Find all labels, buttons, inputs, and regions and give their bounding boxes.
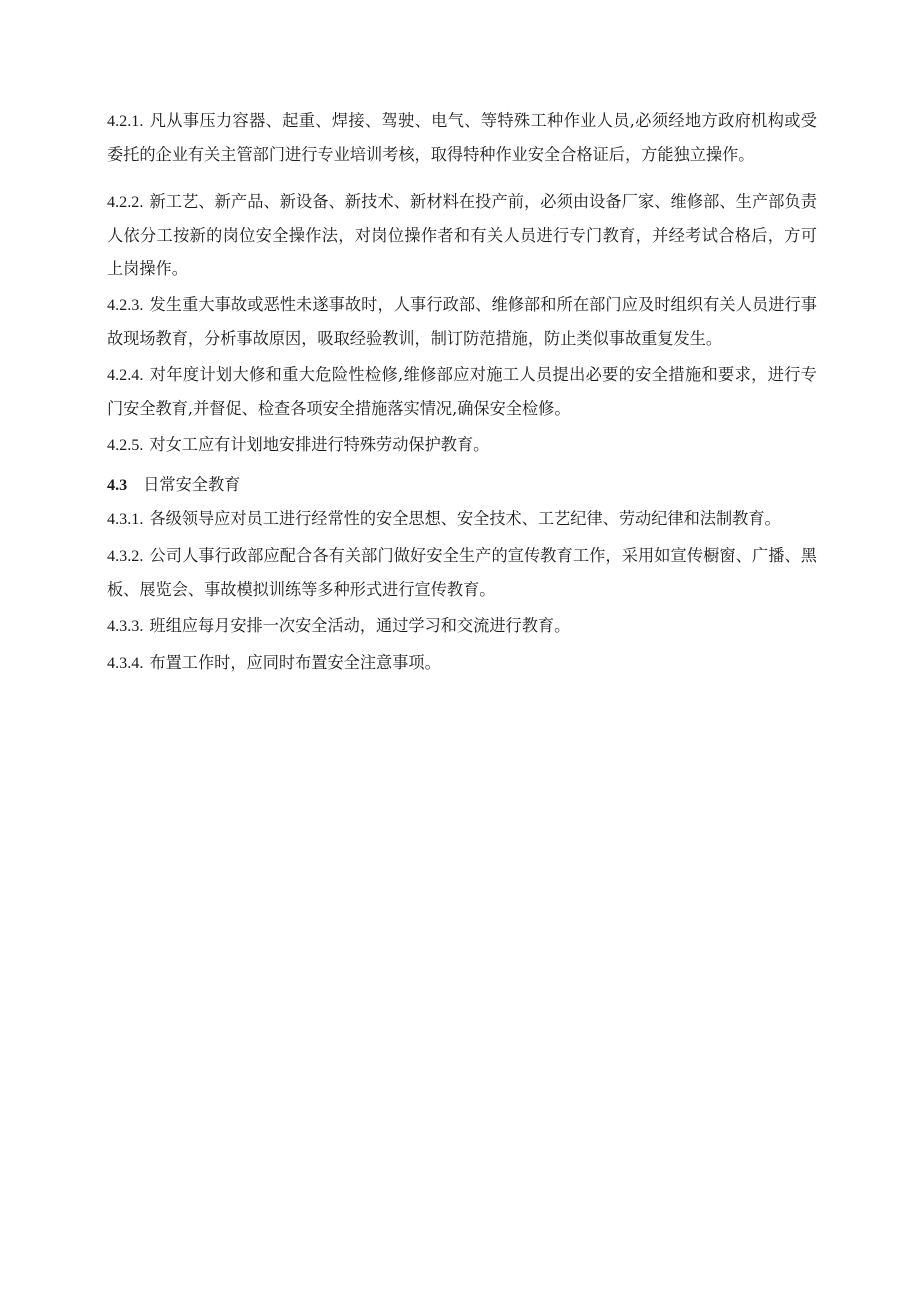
clause-number: 4.2.3.	[107, 296, 144, 314]
clause-4-2-3	[107, 288, 817, 355]
clause-4-2-4	[107, 358, 817, 425]
clause-text: 发生重大事故或恶性未遂事故时，人事行政部、维修部和所在部门应及时组织有关人员进行事故现场教育，分析事故原因，吸取经验教训，制订防范措施，防止类似事故重复发生。	[107, 295, 817, 348]
document-body	[107, 104, 817, 680]
clause-4-3-1	[107, 502, 817, 536]
clause-number: 4.3.4.	[107, 654, 144, 672]
clause-4-2-2	[107, 185, 817, 285]
clause-4-3-2	[107, 539, 817, 606]
clause-number: 4.2.2.	[107, 193, 144, 211]
clause-text: 各级领导应对员工进行经常性的安全思想、安全技术、工艺纪律、劳动纪律和法制教育。	[149, 509, 781, 528]
clause-4-3-3	[107, 609, 817, 643]
clause-number: 4.3.1.	[107, 510, 144, 528]
clause-text: 对年度计划大修和重大危险性检修,维修部应对施工人员提出必要的安全措施和要求，进行专门安全教育,并督促、检查各项安全措施落实情况,确保安全检修。	[107, 365, 817, 418]
clause-text: 凡从事压力容器、起重、焊接、驾驶、电气、等特殊工种作业人员,必须经地方政府机构或受委托的企业有关主管部门进行专业培训考核，取得特种作业安全合格证后，方能独立操作。	[107, 111, 817, 164]
clause-number: 4.2.1.	[107, 112, 144, 130]
clause-number: 4.3.2.	[107, 547, 144, 565]
clause-number: 4.2.5.	[107, 436, 144, 454]
clause-4-2-5	[107, 428, 817, 462]
clause-text: 班组应每月安排一次安全活动，通过学习和交流进行教育。	[149, 616, 571, 635]
clause-text: 布置工作时，应同时布置安全注意事项。	[149, 653, 441, 672]
clause-text: 公司人事行政部应配合各有关部门做好安全生产的宣传教育工作，采用如宣传橱窗、广播、黑板、展览会、事故模拟训练等多种形式进行宣传教育。	[107, 546, 817, 599]
clause-4-3-4	[107, 646, 817, 680]
clause-text: 新工艺、新产品、新设备、新技术、新材料在投产前，必须由设备厂家、维修部、生产部负责人依分工按新的岗位安全操作法，对岗位操作者和有关人员进行专门教育，并经考试合格后，方可上岗操作。	[107, 192, 817, 278]
clause-number: 4.2.4.	[107, 366, 144, 384]
section-heading-4-3	[107, 468, 817, 502]
clause-number: 4.3.3.	[107, 617, 144, 635]
clause-text: 对女工应有计划地安排进行特殊劳动保护教育。	[149, 435, 490, 454]
clause-4-2-1	[107, 104, 817, 171]
section-number: 4.3	[107, 476, 128, 494]
section-title: 日常安全教育	[143, 475, 241, 494]
